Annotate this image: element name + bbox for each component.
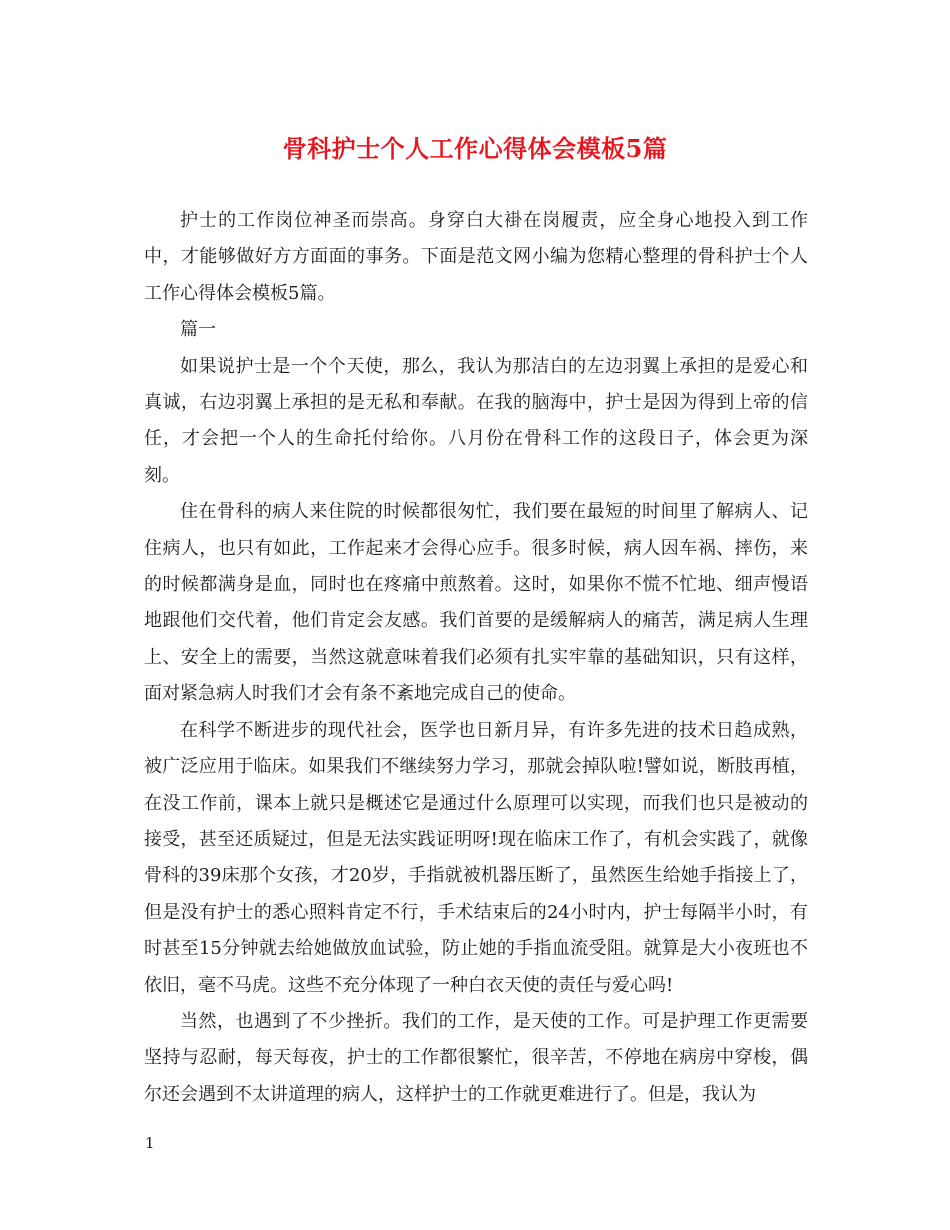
body-paragraph: 如果说护士是一个个天使，那么，我认为那洁白的左边羽翼上承担的是爱心和真诚，右边羽翼上承担的是无私和奉献。在我的脑海中，护士是因为得到上帝的信任，才会把一个人的生命托付给你。八月份在骨科工作的这段日子，体会更为深刻。: [144, 355, 808, 486]
document-title: 骨科护士个人工作心得体会模板5篇: [282, 134, 668, 163]
intro-paragraph: 护士的工作岗位神圣而崇高。身穿白大褂在岗履责，应全身心地投入到工作中，才能够做好方方面面的事务。下面是范文网小编为您精心整理的骨科护士个人工作心得体会模板5篇。: [144, 210, 808, 304]
body-paragraph: 当然，也遇到了不少挫折。我们的工作，是天使的工作。可是护理工作更需要坚持与忍耐，每天每夜，护士的工作都很繁忙，很辛苦，不停地在病房中穿梭，偶尔还会遇到不太讲道理的病人，这样护士的工作就更难进行了。但是，我认为: [144, 1010, 808, 1105]
section-heading: 篇一: [180, 319, 216, 341]
body-paragraph: 在科学不断进步的现代社会，医学也日新月异，有许多先进的技术日趋成熟，被广泛应用于临床。如果我们不继续努力学习，那就会掉队啦!譬如说，断肢再植，在没工作前，课本上就只是概述它是通过什么原理可以实现，而我们也只是被动的接受，甚至还质疑过，但是无法实践证明呀!现在临床工作了，有机会实践了，就像骨科的39床那个女孩，才20岁，手指就被机器压断了，虽然医生给她手指接上了，但是没有护士的悉心照料肯定不行，手术结束后的24小时内，护士每隔半小时，有时甚至15分钟就去给她做放血试验，防止她的手指血流受阻。就算是大小夜班也不依旧，毫不马虎。这些不充分体现了一种白衣天使的责任与爱心吗!: [144, 719, 808, 996]
page-number: 1: [145, 1134, 155, 1152]
document-body: [144, 203, 808, 1113]
body-paragraph: 住在骨科的病人来住院的时候都很匆忙，我们要在最短的时间里了解病人、记住病人，也只有如此，工作起来才会得心应手。很多时候，病人因车祸、摔伤，来的时候都满身是血，同时也在疼痛中煎熬着。这时，如果你不慌不忙地、细声慢语地跟他们交代着，他们肯定会友感。我们首要的是缓解病人的痛苦，满足病人生理上、安全上的需要，当然这就意味着我们必须有扎实牢靠的基础知识，只有这样，面对紧急病人时我们才会有条不紊地完成自己的使命。: [144, 501, 808, 705]
